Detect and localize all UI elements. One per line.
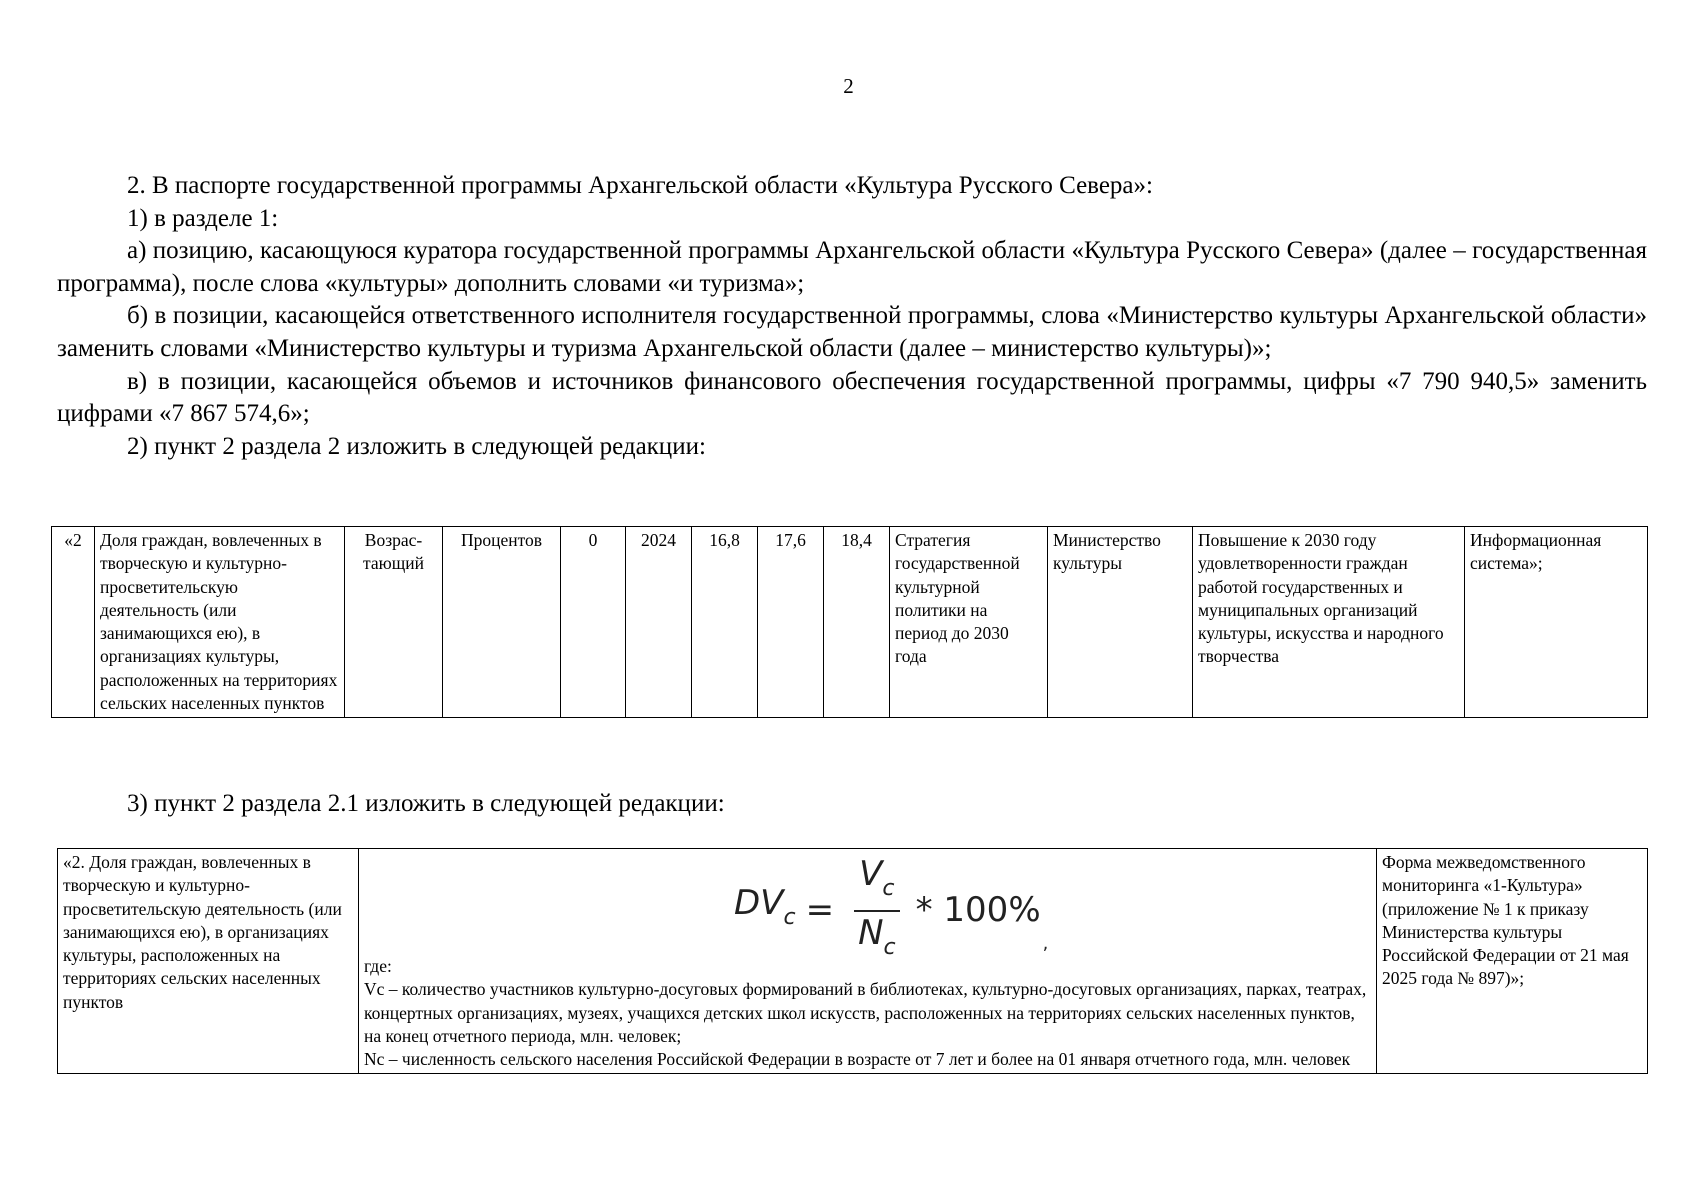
cell-formula <box>359 849 1377 1074</box>
paragraph-1: 2. В паспорте государственной программы Архангельской области «Культура Русского Севера»: <box>127 172 1153 199</box>
paragraph-5: в) в позиции, касающейся объемов и источников финансового обеспечения государственной программы, цифры «7 790 940,5» заменить цифрами «7 867 574,6»; <box>57 367 1647 428</box>
formula-multiplier: * 100% <box>915 890 1041 931</box>
cell-base-year: 2024 <box>626 527 692 718</box>
cell-data-source: Форма межведомственного мониторинга «1-Культура» (приложение № 1 к приказу Министерства культуры Российской Федерации от 21 мая 2025 года № 897)»; <box>1377 849 1648 1074</box>
table-row <box>52 527 1648 718</box>
formula-definitions <box>364 955 1371 1071</box>
formula-area <box>364 851 1371 960</box>
cell-goal: Повышение к 2030 году удовлетворенности граждан работой государственных и муниципальных организаций культуры, искусства и народного творчества <box>1193 527 1465 718</box>
document-body <box>57 170 1647 463</box>
where-label: где: <box>364 956 392 976</box>
cell-value-1: 16,8 <box>692 527 758 718</box>
formula: $DV_c$ = $\frac{V_c}{N_c}$ * 100% , <box>734 853 1048 969</box>
table-row <box>58 849 1648 1074</box>
cell-indicator-name: Доля граждан, вовлеченных в творческую и культурно-просветительскую деятельность (или занимающихся ею), в организациях культуры, расположенных на территориях сельских населенных пунктов <box>95 527 345 718</box>
formula-lhs: $DV_c$ <box>734 883 796 931</box>
cell-info-system: Информационная система»; <box>1465 527 1648 718</box>
paragraph-4: б) в позиции, касающейся ответственного исполнителя государственной программы, слова «Министерство культуры Архангельской области» заменить словами «Министерство культуры и туризма Архангельской области (далее – министерство культуры)»; <box>57 302 1647 362</box>
indicator-table <box>51 526 1648 718</box>
cell-trend: Возрас-тающий <box>345 527 443 718</box>
cell-value-2: 17,6 <box>758 527 824 718</box>
paragraph-3: а) позицию, касающуюся куратора государственной программы Архангельской области «Культура Русского Севера» (далее – государственная программа), после слова «культуры» дополнить словами «и туризма»; <box>57 237 1647 297</box>
cell-value-3: 18,4 <box>824 527 890 718</box>
cell-indicator-name: «2. Доля граждан, вовлеченных в творческую и культурно-просветительскую деятельность (или занимающихся ею), в организациях культуры, расположенных на территориях сельских населенных пунктов <box>58 849 359 1074</box>
vc-definition: Vc – количество участников культурно-досуговых формирований в библиотеках, культурно-досуговых организациях, парках, театрах, концертных организациях, музеях, учащихся детских школ искусств, расположенных на территориях сельских населенных пунктов, на конец отчетного периода, млн. человек; <box>364 979 1367 1046</box>
paragraph-6: 2) пункт 2 раздела 2 изложить в следующей редакции: <box>127 432 706 460</box>
cell-ministry: Министерство культуры <box>1048 527 1193 718</box>
cell-unit: Процентов <box>443 527 561 718</box>
methodology-table <box>57 848 1648 1074</box>
cell-strategy: Стратегия государственной культурной политики на период до 2030 года <box>890 527 1048 718</box>
nc-definition: Nc – численность сельского населения Российской Федерации в возрасте от 7 лет и более на 01 января отчетного года, млн. человек <box>364 1049 1351 1070</box>
cell-number: «2 <box>52 527 95 718</box>
formula-fraction: $\frac{V_c}{N_c}$ <box>854 853 900 969</box>
paragraph-7: 3) пункт 2 раздела 2.1 изложить в следующей редакции: <box>127 790 725 817</box>
cell-base-value: 0 <box>561 527 626 718</box>
page-number: 2 <box>843 74 854 98</box>
paragraph-2: 1) в разделе 1: <box>127 204 279 232</box>
